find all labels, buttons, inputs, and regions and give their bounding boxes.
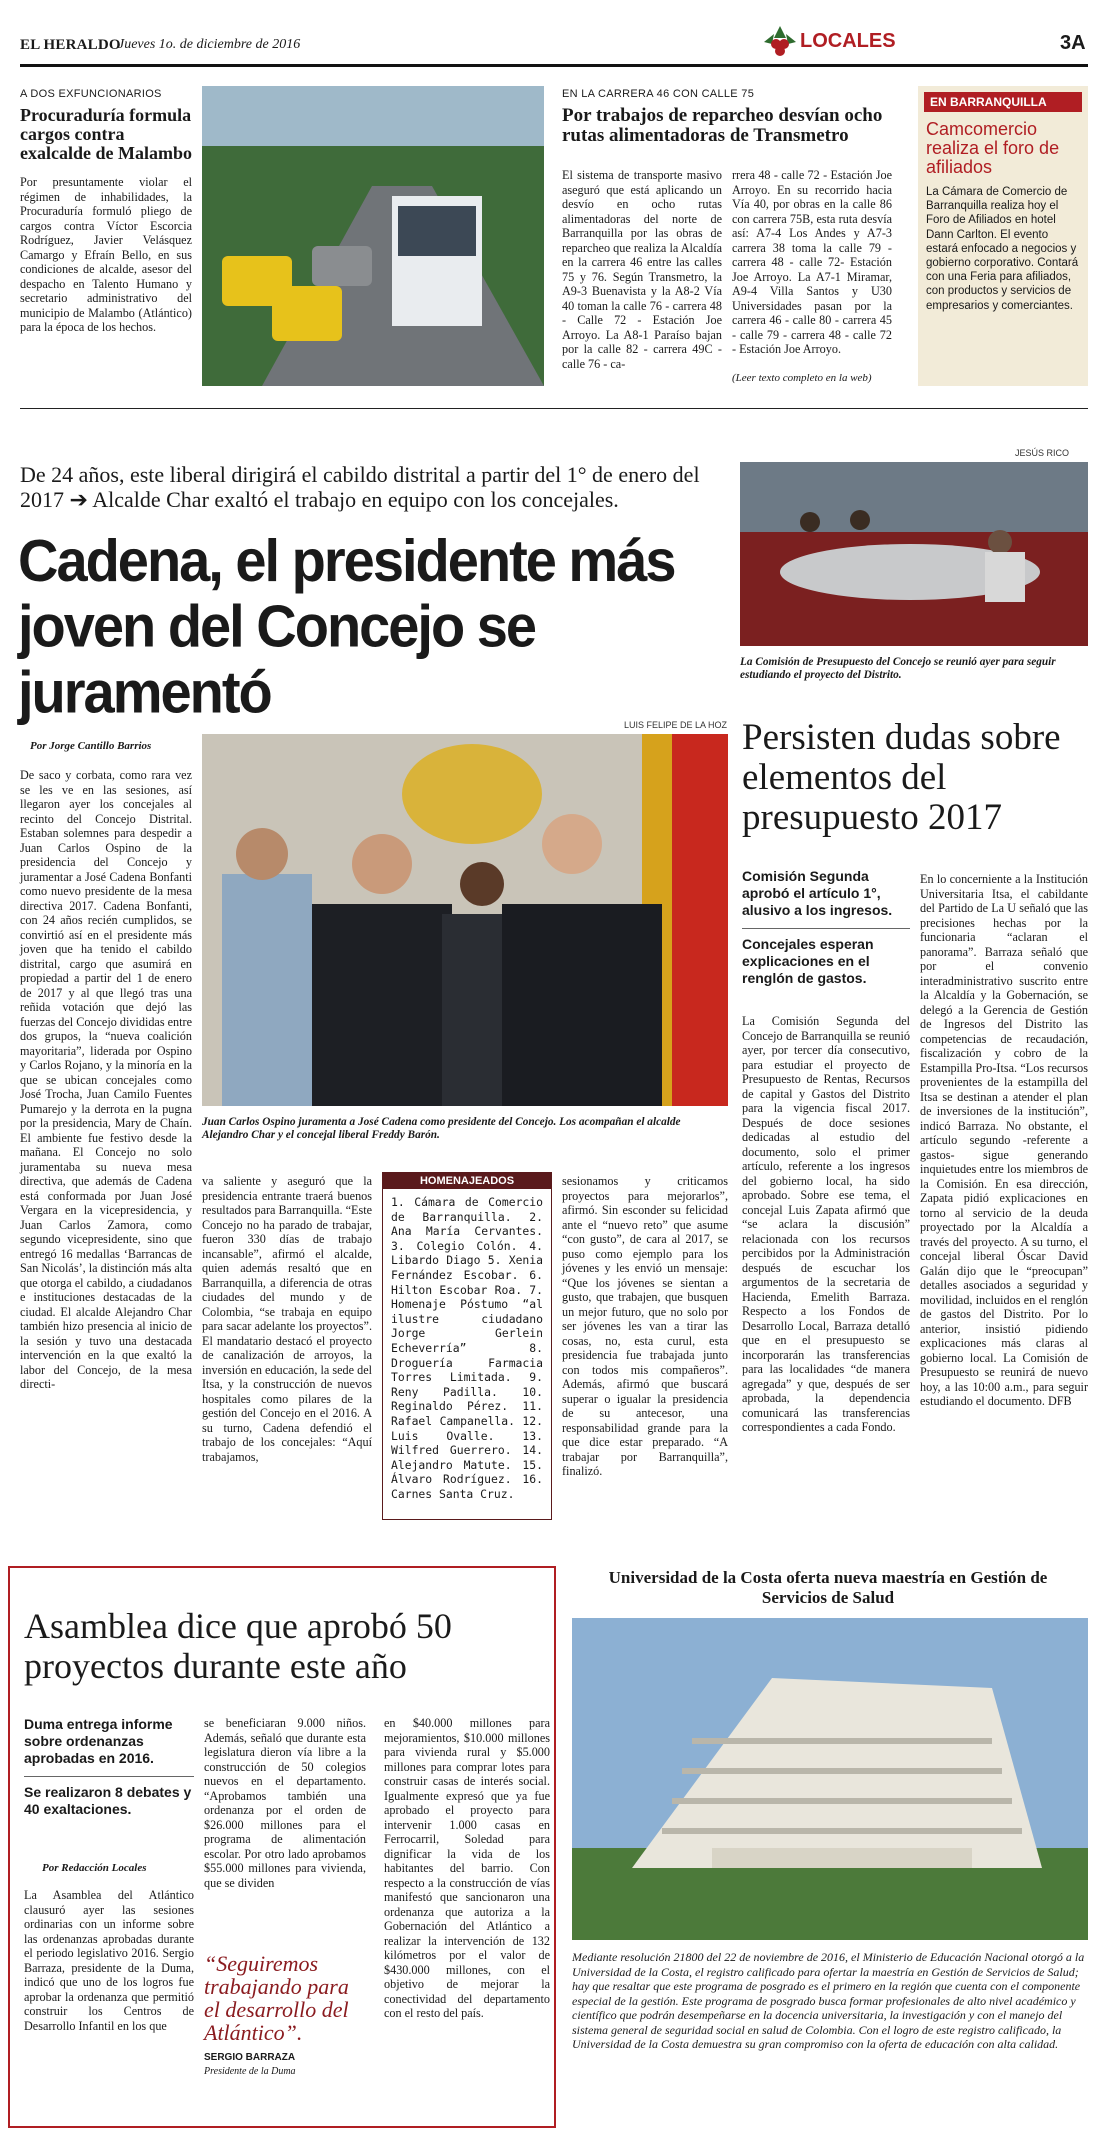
budget-deck-2: Concejales esperan explicaciones en el renglón de gastos.	[742, 936, 874, 986]
homenajeados-title: HOMENAJEADOS	[383, 1173, 551, 1189]
main-photo-credit: LUIS FELIPE DE LA HOZ	[624, 720, 728, 730]
budget-col1: La Comisión Segunda del Concejo de Barranquilla se reunió ayer, por tercer día consecutivo, para estudiar el proyecto de Presupuesto de Rentas, Recursos de capital y Gastos del Distrito para la vigencia fiscal 2017. Después de doce sesiones dedicadas al estudio del documento, solo el primer artículo, referente a los ingresos del gobierno local, ha sido aprobado. Sobre ese tema, el concejal Luis Zapata afirmó que “se aclara la discusión” relacionada con los recursos percibidos por la Administración después de escuchar los argumentos de la secretaria de Hacienda, Emelith Barraza. Respecto a los Fondos de Desarrollo Local, Barraza detalló que en el presupuesto se incorporarán las transferencias para las localidades “de manera agregada” y que, después de ser aprobada, la dependencia comunicará las transferencias correspondientes a cada Fondo.	[742, 1014, 910, 1434]
divider	[742, 928, 910, 929]
quote-role: Presidente de la Duma	[204, 2066, 296, 2077]
unicosta-caption: Mediante resolución 21800 del 22 de noviembre de 2016, el Ministerio de Educación Nacional otorgó a la Universidad de la Costa, el registro calificado para ofertar la maestría en Gestión de Servicios de Salud; hay que resaltar que este programa de posgrado es el primero en la región que cuenta con el componente especial de la gestión. Este programa de posgrado busca formar profesionales de alto nivel académico y científico que podrán desempeñarse en la docencia universitaria, la investigación y con el manejo del sistema general de seguridad social en salud de Colombia. Con el logro de este registro calificado, la Universidad de la Costa demuestra su gran compromiso con la oferta de educación con alta calidad.	[572, 1950, 1085, 2051]
masthead-name: EL HERALDO	[20, 37, 121, 53]
story-body: La Cámara de Comercio de Barranquilla realiza hoy el Foro de Afiliados en hotel Dann Carlton. El evento estará enfocado a negocios y gobierno corporativo. Contará con una Feria para afiliados, con productos y servicios de empresarios y comerciantes.	[926, 186, 1079, 312]
asamblea-byline: Por Redacción Locales	[42, 1862, 147, 1874]
lead-col4: sesionamos y criticamos proyectos para mejorarlos”, afirmó. Sin esconder su felicidad ante el “nuevo reto” que asume “con gusto”, de cara al 2017, se puso como ejemplo para los jóvenes y les envió un mensaje: “Que los jóvenes se sientan a gusto, que trabajen, que busquen un mejor futuro, que no solo por ser jóvenes les van a tirar las cosas, no, esta curul, esta presidencia fue trabajada junto con todos mis compañeros”. Además, afirmó que buscará superar o igualar la presidencia de su antecesor, una responsabilidad grande para la que dice estar preparado. “A trabajar por Barranquilla”, finalizó.	[562, 1174, 728, 1478]
story-headline: Camcomercio realiza el foro de afiliados	[926, 119, 1060, 177]
story-procuraduria	[20, 88, 192, 335]
homenajeados-box	[382, 1172, 552, 1520]
unicosta-headline: Universidad de la Costa oferta nueva maestría en Gestión de Servicios de Salud	[608, 1568, 1048, 1607]
lead-deck: De 24 años, este liberal dirigirá el cabildo distrital a partir del 1° de enero del 2017 ➔ Alcalde Char exaltó el trabajo en equipo con los concejales.	[20, 462, 700, 512]
story-transmetro	[562, 88, 902, 146]
byline: Por Jorge Cantillo Barrios	[30, 740, 152, 752]
section-label: LOCALES	[800, 30, 896, 52]
photo-caption: La Comisión de Presupuesto del Concejo se reunió ayer para seguir estudiando el proyecto del Distrito.	[740, 656, 1056, 681]
story-headline: Procuraduría formula cargos contra exalcalde de Malambo	[20, 105, 192, 163]
homenajeados-list: 1. Cámara de Comercio de Barranquilla. 2. Ana María Cervantes. 3. Colegio Colón. 4. Libardo Diago 5. Xenia Fernández Escobar. 6. Hilton Escobar Roa. 7. Homenaje Póstumo “al ilustre ciudadano Jorge Gerlein Echeverría” 8. Droguería Farmacia Torres Limitada. 9. Reny Padilla. 10. Reginaldo Pérez. 11. Rafael Campanella. 12. Luis Ovalle. 13. Wilfred Guerrero. 14. Alejandro Matute. 15. Álvaro Rodríguez. 16. Carnes Santa Cruz.	[391, 1195, 543, 1501]
lead-col2: va saliente y aseguró que la presidencia entrante traerá buenos resultados para Barranquilla. “Este Concejo no ha parado de trabajar, fueron 330 días de trabajo incansable”, afirmó el alcalde, quien además resaltó que en Barranquilla, a diferencia de otras ciudades del mundo y de Colombia, “se trabaja en equipo para sacar adelante los proyectos”. El mandatario destacó el proyecto de canalización de arroyos, la inversión en educación, la sede del Itsa, y la construcción de nuevos hospitales como pilares de la gestión del Concejo en el 2016. A su turno, Cadena defendió el trabajo de los concejales: “Aquí trabajamos,	[202, 1174, 372, 1464]
asamblea-col2: se beneficiaran 9.000 niños. Además, señaló que durante esta legislatura dieron vía libre a la construcción de 50 colegios nuevos en el departamento. “Aprobamos también una ordenanza por el orden de $26.000 millones para el programa de alimentación escolar. Por otro lado aprobamos $55.000 millones para vivienda, que se dividen	[204, 1716, 366, 1890]
pull-quote: “Seguiremos trabajando para el desarrollo del Atlántico”.	[204, 1951, 349, 2045]
holly-ornament-icon	[760, 22, 800, 62]
divider	[20, 408, 1088, 409]
asamblea-col1: La Asamblea del Atlántico clausuró ayer las sesiones ordinarias con un informe sobre las ordenanzas aprobadas durante el periodo legislativo 2016. Sergio Barraza, presidente de la Duma, indicó que uno de los logros fue aprobar la ordenanza que permitió construir los Centros de Desarrollo Infantil en los que	[24, 1888, 194, 2033]
divider	[24, 1776, 194, 1777]
budget-col2: En lo concerniente a la Institución Universitaria Itsa, el cabildante del Partido de La U señaló que las precisiones hechas por la funcionaria “aclaran el panorama”. Barraza señaló que por el convenio interadministrativo suscrito entre la Alcaldía y la Gobernación, se delegó a la Gerencia de Gestión de Ingresos del Distrito las competencias de recaudación, fiscalización y cobro de la Estampilla Pro-Itsa. “Los recursos provenientes de la estampilla del Itsa se destinan a atender el plan de inversiones de la institución”, indicó Barraza. No obstante, el artículo segundo -referente a gastos- sigue generando inquietudes entre los miembros de la Comisión. En esa dirección, Zapata pidió explicaciones en torno al servicio de la deuda proyectado por la Alcaldía a través del proyecto. A su turno, el concejal liberal Óscar David Galán dijo que le “preocupan” detalles asociados a seguridad y movilidad, incluidos en el renglón de gastos del Distrito. Por lo anterior, insistió pidiendo explicaciones más claras al gobierno local. La Comisión de Presupuesto se reunirá de nuevo hoy, a las 10:00 a.m., para seguir estudiando el documento. DFB	[920, 872, 1088, 1408]
story-body: Por presuntamente violar el régimen de inhabilidades, la Procuraduría formuló pliego de cargos contra Víctor Escorcia Rodríguez, Javier Velásquez Camargo y Efraín Bello, en sus condiciones de alcalde, asesor del despacho en Talento Humano y secretario administrativo del municipio de Malambo (Atlántico) para la época de los hechos.	[20, 175, 192, 334]
story-kicker: A DOS EXFUNCIONARIOS	[20, 88, 162, 100]
masthead-rule	[20, 64, 1088, 67]
asamblea-deck-2: Se realizaron 8 debates y 40 exaltaciones.	[24, 1784, 192, 1817]
photo-credit: JESÚS RICO	[1015, 448, 1070, 458]
budget-headline: Persisten dudas sobre elementos del presupuesto 2017	[742, 717, 1061, 838]
photo-university-building	[572, 1618, 1088, 1940]
masthead-date: Jueves 1o. de diciembre de 2016	[118, 37, 301, 52]
lead-col1: De saco y corbata, como rara vez se les ve en las sesiones, así llegaron ayer los concejales al recinto del Concejo Distrital. Estaban solemnes para despedir a Juan Carlos Ospino de la presidencia del Concejo y juramentar a José Cadena Bonfanti como nuevo presidente de la mesa directiva 2017. Cadena Bonfanti, con 24 años recién cumplidos, se convirtió así en el presidente más joven que ha tenido el cabildo distrital, cargo que asumirá en propiedad a partir del 1 de enero de 2017 y al que llegó tras una reñida votación que dejó las fuerzas del Concejo divididas entre dos grupos, la “nueva coalición mayoritaria”, liderada por Ospino y Carlos Rojano, y la minoría en la que se ubican concejales como José Trocha, Juan Camilo Fuentes Pumarejo y la derrota en la pugna por la presidencia, Mary de Chaín. El ambiente fue festivo desde la mañana. El Concejo no solo juramentaba su nueva mesa directiva, que además de Cadena está conformada por Juan José Vergara en la vicepresidencia, y Juan Carlos Zamora, como segundo vicepresidente, sino que entregó 16 medallas ‘Barrancas de San Nicolás’, la distinción más alta que otorga el cabildo, a ciudadanos e instituciones destacadas de la ciudad. El alcalde Alejandro Char también hizo presencia al inicio de la sesión y tuvo una destacada intervención en la que exaltó la labor del Concejo, de la mesa directi-	[20, 768, 192, 1391]
story-camcomercio-box	[918, 86, 1088, 386]
read-more-link[interactable]: (Leer texto completo en la web)	[732, 372, 872, 384]
asamblea-deck-1: Duma entrega informe sobre ordenanzas aprobadas en 2016.	[24, 1716, 173, 1766]
asamblea-col3: en $40.000 millones para mejoramientos, $10.000 millones para vivienda rural y $5.000 millones para comprar lotes para construir casas de interés social. Igualmente expresó que ya fue aprobado el proyecto para intervenir 1.000 casas en Ferrocarril, Soledad para dignificar la vida de los habitantes del barrio. Con respecto a la construcción de vías manifestó que sancionaron una ordenanza que autoriza a la Gobernación del Atlántico a realizar la intervención de 132 kilómetros por el valor de $430.000 millones, con el objetivo de mejorar la conectividad del departamento con el resto del país.	[384, 1716, 550, 2020]
photo-bus-street	[202, 86, 544, 386]
photo-commission-meeting	[740, 462, 1088, 646]
quote-name: SERGIO BARRAZA	[204, 2052, 296, 2063]
asamblea-headline: Asamblea dice que aprobó 50 proyectos durante este año	[24, 1606, 452, 1686]
story-kicker: EN LA CARRERA 46 CON CALLE 75	[562, 88, 755, 100]
budget-deck-1: Comisión Segunda aprobó el artículo 1°, alusivo a los ingresos.	[742, 868, 893, 918]
story-transmetro-col2: rrera 48 - calle 72 - Estación Joe Arroyo. En su recorrido hacia Vía 40, por obras en la calle 86 con carrera 75B, esta ruta desvía así: A7-4 Los Andes y A7-3 carrera 38 toma la calle 79 - carrera 48 - calle 72- Estación Joe Arroyo. La A7-1 Miramar, A9-4 Villa Santos y U30 Universidades pasan por la carrera 46 - calle 80 - carrera 45 - calle 79 - carrera 48 - calle 72 - Estación Joe Arroyo.	[732, 168, 892, 356]
story-headline: Por trabajos de reparcheo desvían ocho rutas alimentadoras de Transmetro	[562, 105, 883, 146]
photo-swearing-in	[202, 734, 728, 1106]
main-photo-caption: Juan Carlos Ospino juramenta a José Cadena como presidente del Concejo. Los acompañan el alcalde Alejandro Char y el concejal liberal Freddy Barón.	[202, 1116, 681, 1141]
story-transmetro-col1: El sistema de transporte masivo aseguró que está aplicando un desvío en ocho rutas alimentadoras del norte de Barranquilla por las obras de reparcheo que realiza la Alcaldía en la carrera 46 entre las calles 75 y 76. Según Transmetro, la A9-3 Buenavista y la A8-2 Vía 40 toman la calle 76 - carrera 48 - Calle 72 - Estación Joe Arroyo. La A8-1 Paraíso bajan por la calle 82 - carrera 49C - calle 76 - ca-	[562, 168, 722, 371]
story-kicker: EN BARRANQUILLA	[924, 92, 1082, 112]
page-number: 3A	[1060, 32, 1086, 54]
lead-headline: Cadena, el presidente más joven del Concejo se juramentó	[18, 526, 675, 726]
